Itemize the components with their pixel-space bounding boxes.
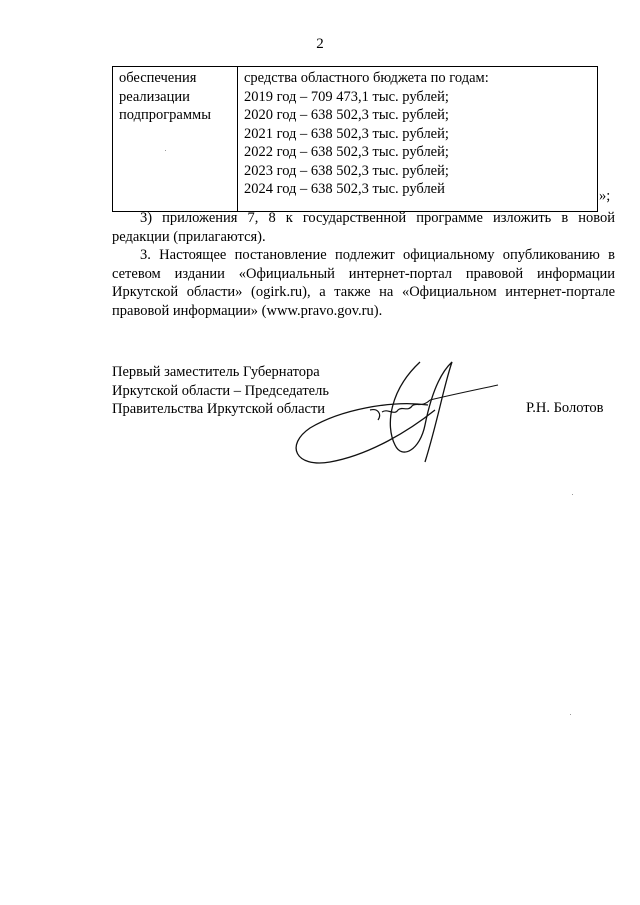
table-row xyxy=(113,67,598,212)
budget-year-line: 2024 год – 638 502,3 тыс. рублей xyxy=(244,181,445,197)
paragraph-line: сетевом издании «Официальный интернет-портал правовой информации xyxy=(112,265,615,282)
scan-speck xyxy=(572,494,573,495)
budget-year-line: 2021 год – 638 502,3 тыс. рублей; xyxy=(244,125,449,142)
budget-year-line: 2023 год – 638 502,3 тыс. рублей; xyxy=(244,162,449,179)
cell-line: подпрограммы xyxy=(119,107,211,123)
signatory-title-line: Иркутской области – Председатель xyxy=(112,382,329,399)
paragraph-appendices xyxy=(112,209,615,246)
budget-header-line: средства областного бюджета по годам: xyxy=(244,70,489,86)
cell-line: обеспечения xyxy=(119,70,197,86)
paragraph-line: правовой информации» (www.pravo.gov.ru). xyxy=(112,302,383,319)
signatory-title-line: Правительства Иркутской области xyxy=(112,401,326,417)
handwritten-signature xyxy=(270,350,510,480)
cell-line: реализации xyxy=(119,88,190,105)
budget-year-line: 2019 год – 709 473,1 тыс. рублей; xyxy=(244,88,449,105)
budget-year-line: 2020 год – 638 502,3 тыс. рублей; xyxy=(244,107,449,123)
paragraph-line: 3. Настоящее постановление подлежит официальному опубликованию в xyxy=(140,247,615,263)
paragraph-line: Иркутской области» (ogirk.ru), а также на «Официальном интернет-портале xyxy=(112,284,615,300)
table-cell-label xyxy=(113,67,238,212)
budget-year-line: 2022 год – 638 502,3 тыс. рублей; xyxy=(244,144,449,160)
closing-quote: »; xyxy=(599,188,611,204)
page-number: 2 xyxy=(316,36,324,52)
budget-table xyxy=(112,66,598,212)
paragraph-line: редакции (прилагаются). xyxy=(112,228,266,245)
scan-speck xyxy=(570,714,571,715)
paragraph-publication xyxy=(112,246,615,320)
signatory-title-line: Первый заместитель Губернатора xyxy=(112,364,320,380)
scan-speck xyxy=(165,150,166,151)
signatory-name: Р.Н. Болотов xyxy=(526,400,604,416)
paragraph-line: 3) приложения 7, 8 к государственной программе изложить в новой xyxy=(140,210,615,226)
table-cell-values xyxy=(238,67,598,212)
